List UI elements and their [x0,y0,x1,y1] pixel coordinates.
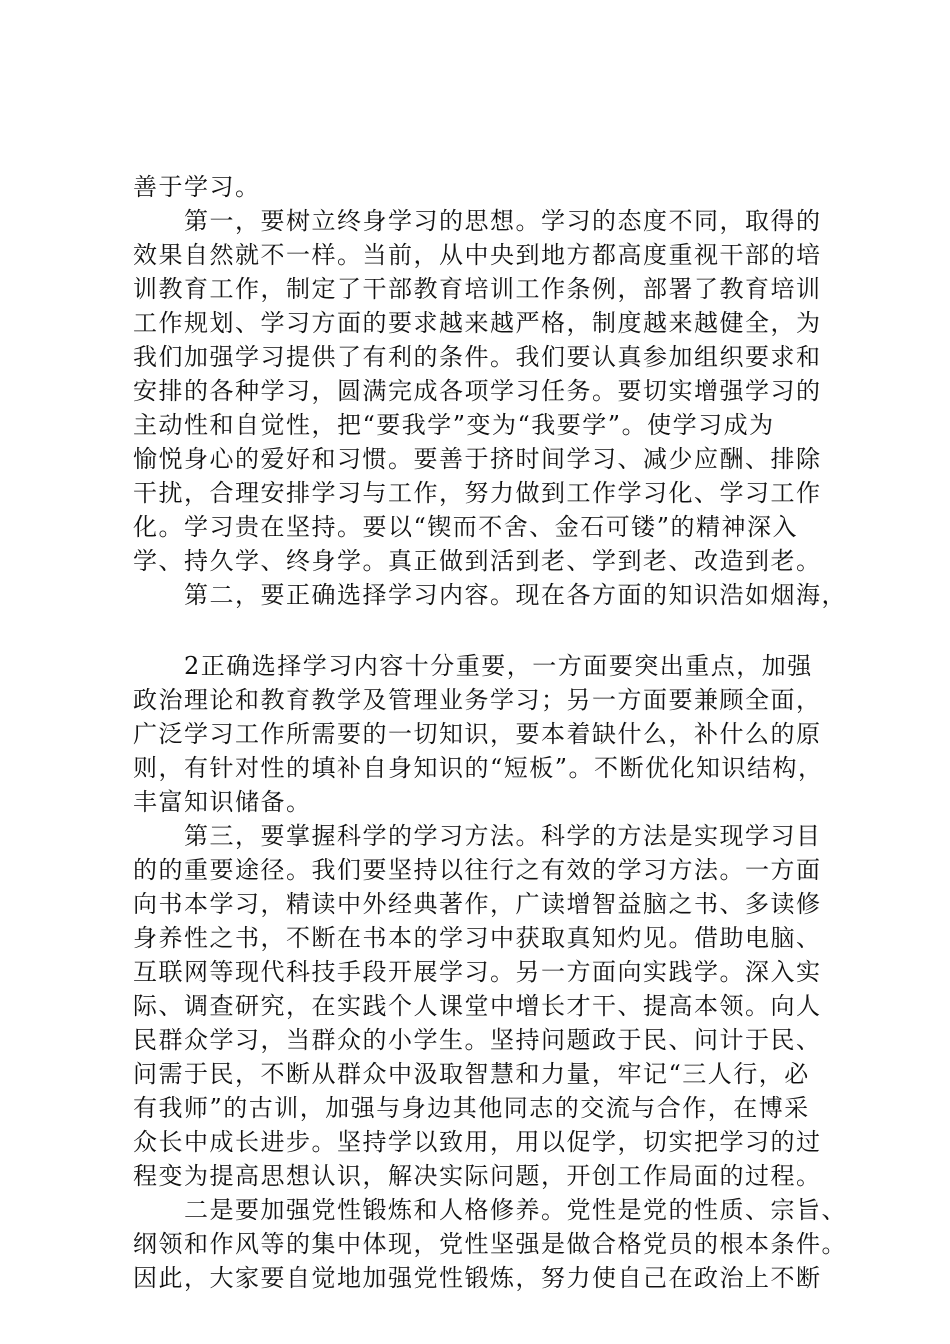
body-text-line: 身养性之书，不断在书本的学习中获取真知灼见。借助电脑、 [133,924,822,952]
body-text-line: 学、持久学、终身学。真正做到活到老、学到老、改造到老。 [133,547,822,575]
body-text-line: 则，有针对性的填补自身知识的“短板”。不断优化知识结构， [133,754,824,782]
body-text-line: 愉悦身心的爱好和习惯。要善于挤时间学习、减少应酬、排除 [133,445,822,473]
body-text-line: 2正确选择学习内容十分重要，一方面要突出重点，加强 [133,652,813,680]
body-text-line: 工作规划、学习方面的要求越来越严格，制度越来越健全，为 [133,309,822,337]
body-text-line: 纲领和作风等的集中体现，党性坚强是做合格党员的根本条件。 [133,1230,847,1258]
body-text-line: 主动性和自觉性，把“要我学”变为“我要学”。使学习成为 [133,411,775,439]
body-text-line: 效果自然就不一样。当前，从中央到地方都高度重视干部的培 [133,241,822,269]
body-text-line: 互联网等现代科技手段开展学习。另一方面向实践学。深入实 [133,958,822,986]
body-text-line: 第二，要正确选择学习内容。现在各方面的知识浩如烟海， [133,581,847,609]
body-text-line: 训教育工作，制定了干部教育培训工作条例，部署了教育培训 [133,275,822,303]
body-text-line: 际、调查研究，在实践个人课堂中增长才干、提高本领。向人 [133,992,822,1020]
body-text-line: 有我师”的古训，加强与身边其他同志的交流与合作，在博采 [133,1094,810,1122]
body-text-line: 问需于民，不断从群众中汲取智慧和力量，牢记“三人行，必 [133,1060,810,1088]
body-text-line: 我们加强学习提供了有利的条件。我们要认真参加组织要求和 [133,343,822,371]
body-text-line: 因此，大家要自觉地加强党性锻炼，努力使自己在政治上不断 [133,1264,822,1292]
body-text-line: 善于学习。 [133,173,261,201]
body-text-line: 第三，要掌握科学的学习方法。科学的方法是实现学习目 [133,822,822,850]
body-text-line: 安排的各种学习，圆满完成各项学习任务。要切实增强学习的 [133,377,822,405]
body-text-line: 程变为提高思想认识，解决实际问题，开创工作局面的过程。 [133,1162,822,1190]
body-text-line: 丰富知识储备。 [133,788,312,816]
body-text-line: 的的重要途径。我们要坚持以往行之有效的学习方法。一方面 [133,856,822,884]
body-text-line: 民群众学习，当群众的小学生。坚持问题政于民、问计于民、 [133,1026,822,1054]
body-text-line: 第一，要树立终身学习的思想。学习的态度不同，取得的 [133,207,822,235]
body-text-line: 干扰，合理安排学习与工作，努力做到工作学习化、学习工作 [133,479,822,507]
body-text-line: 众长中成长进步。坚持学以致用，用以促学，切实把学习的过 [133,1128,822,1156]
body-text-line: 二是要加强党性锻炼和人格修养。党性是党的性质、宗旨、 [133,1196,847,1224]
body-text-line: 向书本学习，精读中外经典著作，广读增智益脑之书、多读修 [133,890,822,918]
body-text-line: 广泛学习工作所需要的一切知识，要本着缺什么，补什么的原 [133,720,822,748]
body-text-line: 化。学习贵在坚持。要以“锲而不舍、金石可镂”的精神深入 [133,513,799,541]
body-text-line: 政治理论和教育教学及管理业务学习；另一方面要兼顾全面， [133,686,822,714]
